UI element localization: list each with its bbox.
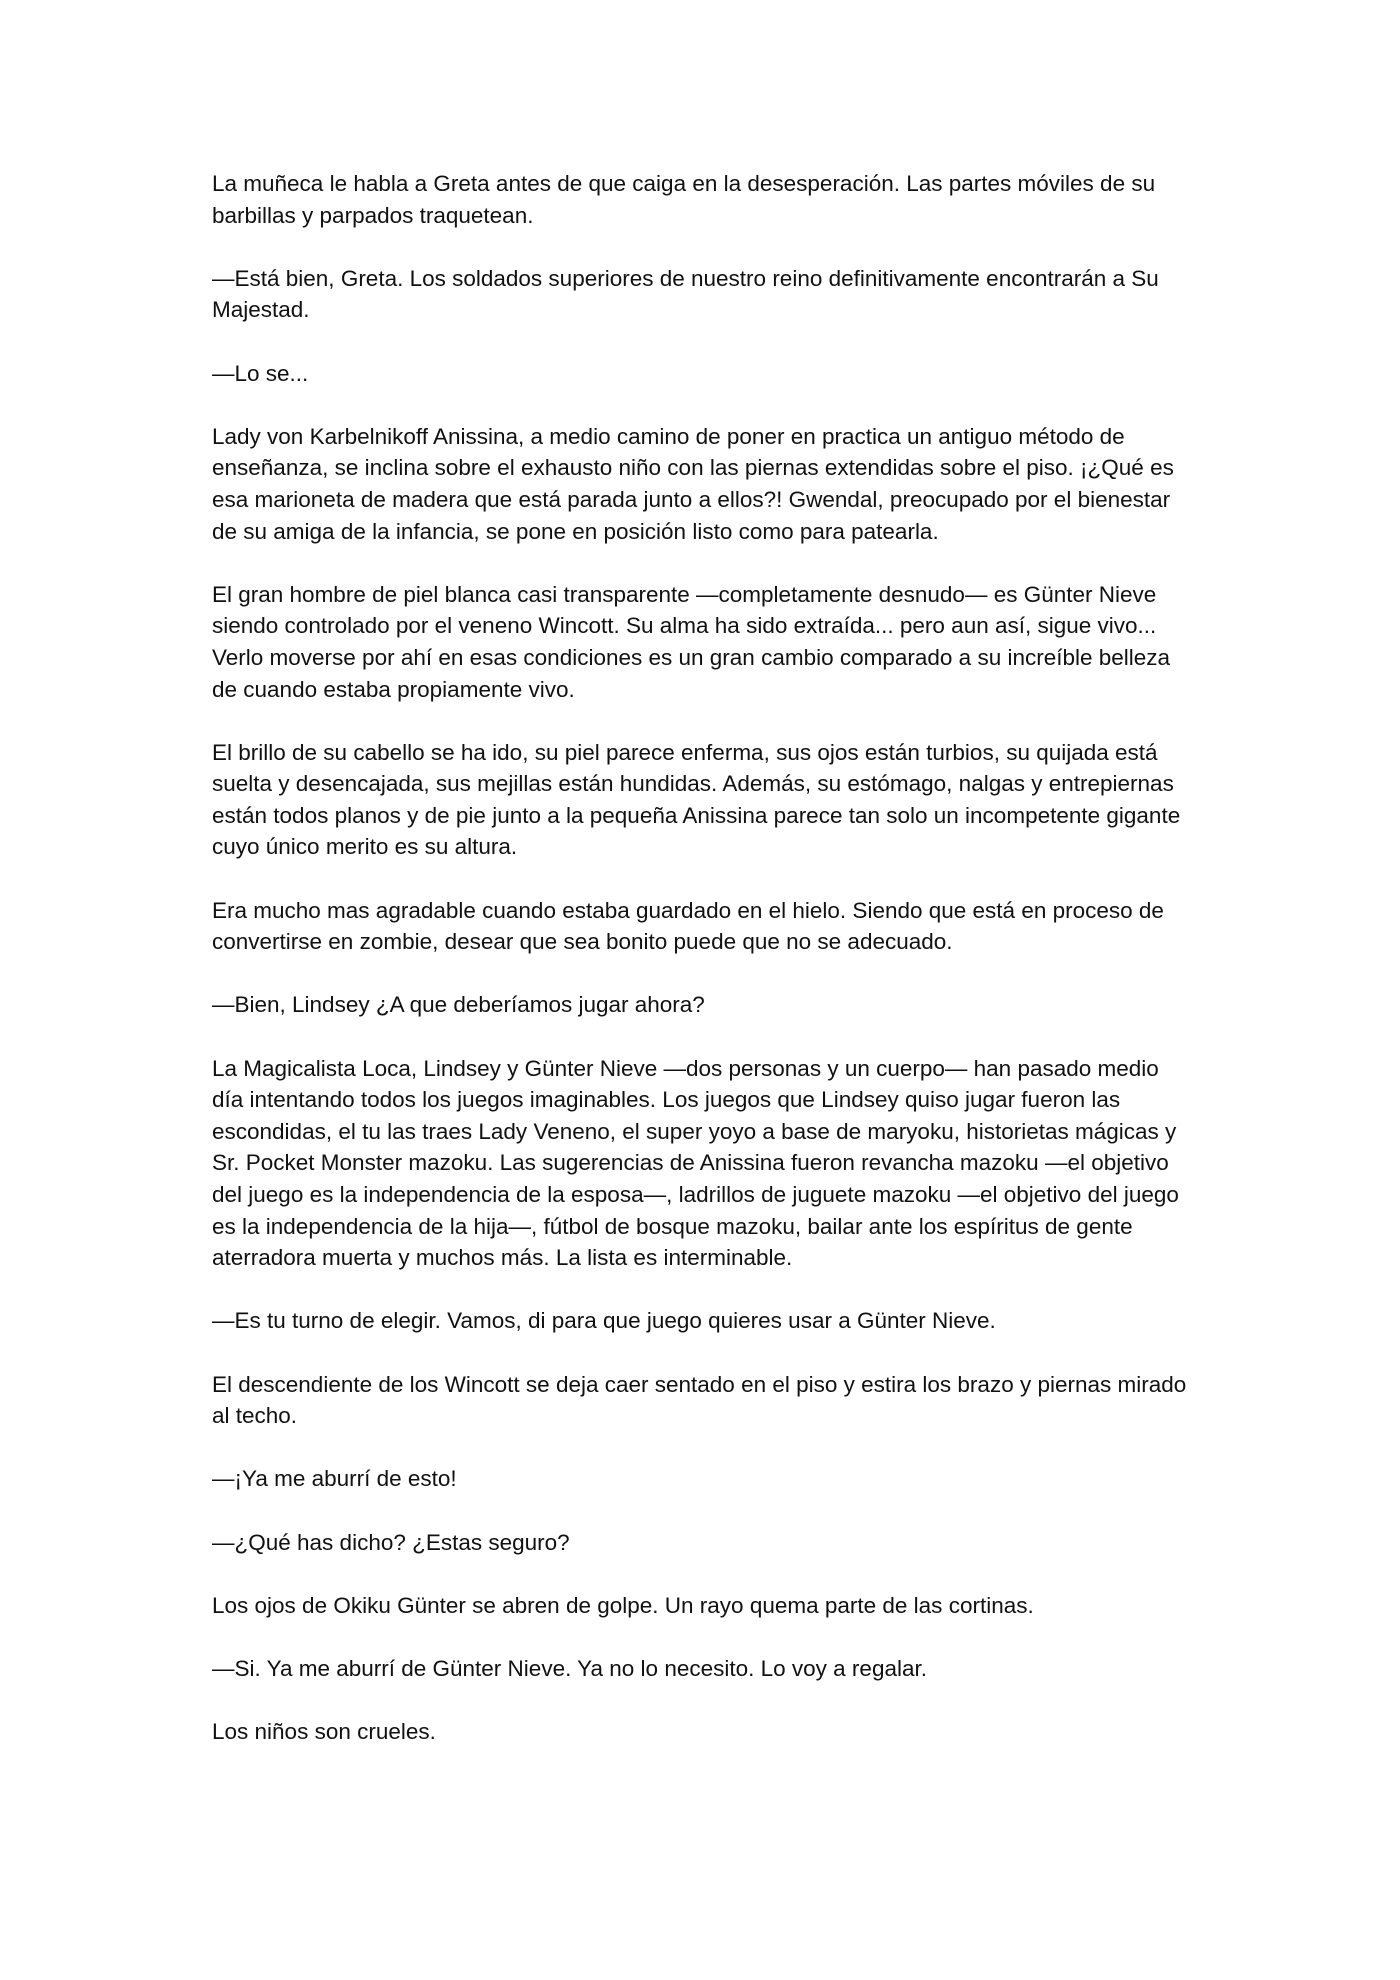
paragraph-4: Lady von Karbelnikoff Anissina, a medio camino de poner en practica un antiguo método de enseñanza, se inclina sobre el exhausto niño con las piernas extendidas sobre el piso. ¡¿Qué es esa marioneta de madera que está parada junto a ellos?! Gwendal, preocupado por el bienestar de su amiga de la infancia, se pone en posición listo como para patearla. [212, 423, 1174, 544]
document-body [212, 168, 1192, 1779]
paragraph-3: —Lo se... [212, 360, 309, 386]
paragraph-6: El brillo de su cabello se ha ido, su piel parece enferma, sus ojos están turbios, su quijada está suelta y desencajada, sus mejillas están hundidas. Además, su estómago, nalgas y entrepiernas están todos planos y de pie junto a la pequeña Anissina parece tan solo un incompetente gigante cuyo único merito es su altura. [212, 739, 1181, 860]
paragraph-7: Era mucho mas agradable cuando estaba guardado en el hielo. Siendo que está en proceso de convertirse en zombie, desear que sea bonito puede que no se adecuado. [212, 897, 1164, 955]
paragraph-8: —Bien, Lindsey ¿A que deberíamos jugar ahora? [212, 992, 705, 1018]
paragraph-1: La muñeca le habla a Greta antes de que caiga en la desesperación. Las partes móviles de su barbillas y parpados traquetean. [212, 171, 1156, 228]
paragraph-14: Los ojos de Okiku Günter se abren de golpe. Un rayo quema parte de las cortinas. [212, 1592, 1034, 1618]
paragraph-5: El gran hombre de piel blanca casi transparente —completamente desnudo— es Günter Nieve siendo controlado por el veneno Wincott. Su alma ha sido extraída... pero aun así, sigue vivo... Verlo moverse por ahí en esas condiciones es un gran cambio comparado a su increíble belleza de cuando estaba propiamente vivo. [212, 581, 1171, 702]
paragraph-16: Los niños son crueles. [212, 1719, 436, 1745]
paragraph-12: —¡Ya me aburrí de esto! [212, 1466, 457, 1492]
paragraph-13: —¿Qué has dicho? ¿Estas seguro? [212, 1529, 570, 1555]
paragraph-10: —Es tu turno de elegir. Vamos, di para que juego quieres usar a Günter Nieve. [212, 1308, 996, 1334]
paragraph-2: —Está bien, Greta. Los soldados superiores de nuestro reino definitivamente encontrarán a Su Majestad. [212, 265, 1159, 323]
paragraph-9: La Magicalista Loca, Lindsey y Günter Nieve —dos personas y un cuerpo— han pasado medio día intentando todos los juegos imaginables. Los juegos que Lindsey quiso jugar fueron las escondidas, el tu las traes Lady Veneno, el super yoyo a base de maryoku, historietas mágicas y Sr. Pocket Monster mazoku. Las sugerencias de Anissina fueron revancha mazoku —el objetivo del juego es la independencia de la esposa—, ladrillos de juguete mazoku —el objetivo del juego es la independencia de la hija—, fútbol de bosque mazoku, bailar ante los espíritus de gente aterradora muerta y muchos más. La lista es interminable. [212, 1055, 1179, 1271]
paragraph-15: —Si. Ya me aburrí de Günter Nieve. Ya no lo necesito. Lo voy a regalar. [212, 1655, 927, 1681]
paragraph-11: El descendiente de los Wincott se deja caer sentado en el piso y estira los brazo y piernas mirado al techo. [212, 1371, 1187, 1429]
